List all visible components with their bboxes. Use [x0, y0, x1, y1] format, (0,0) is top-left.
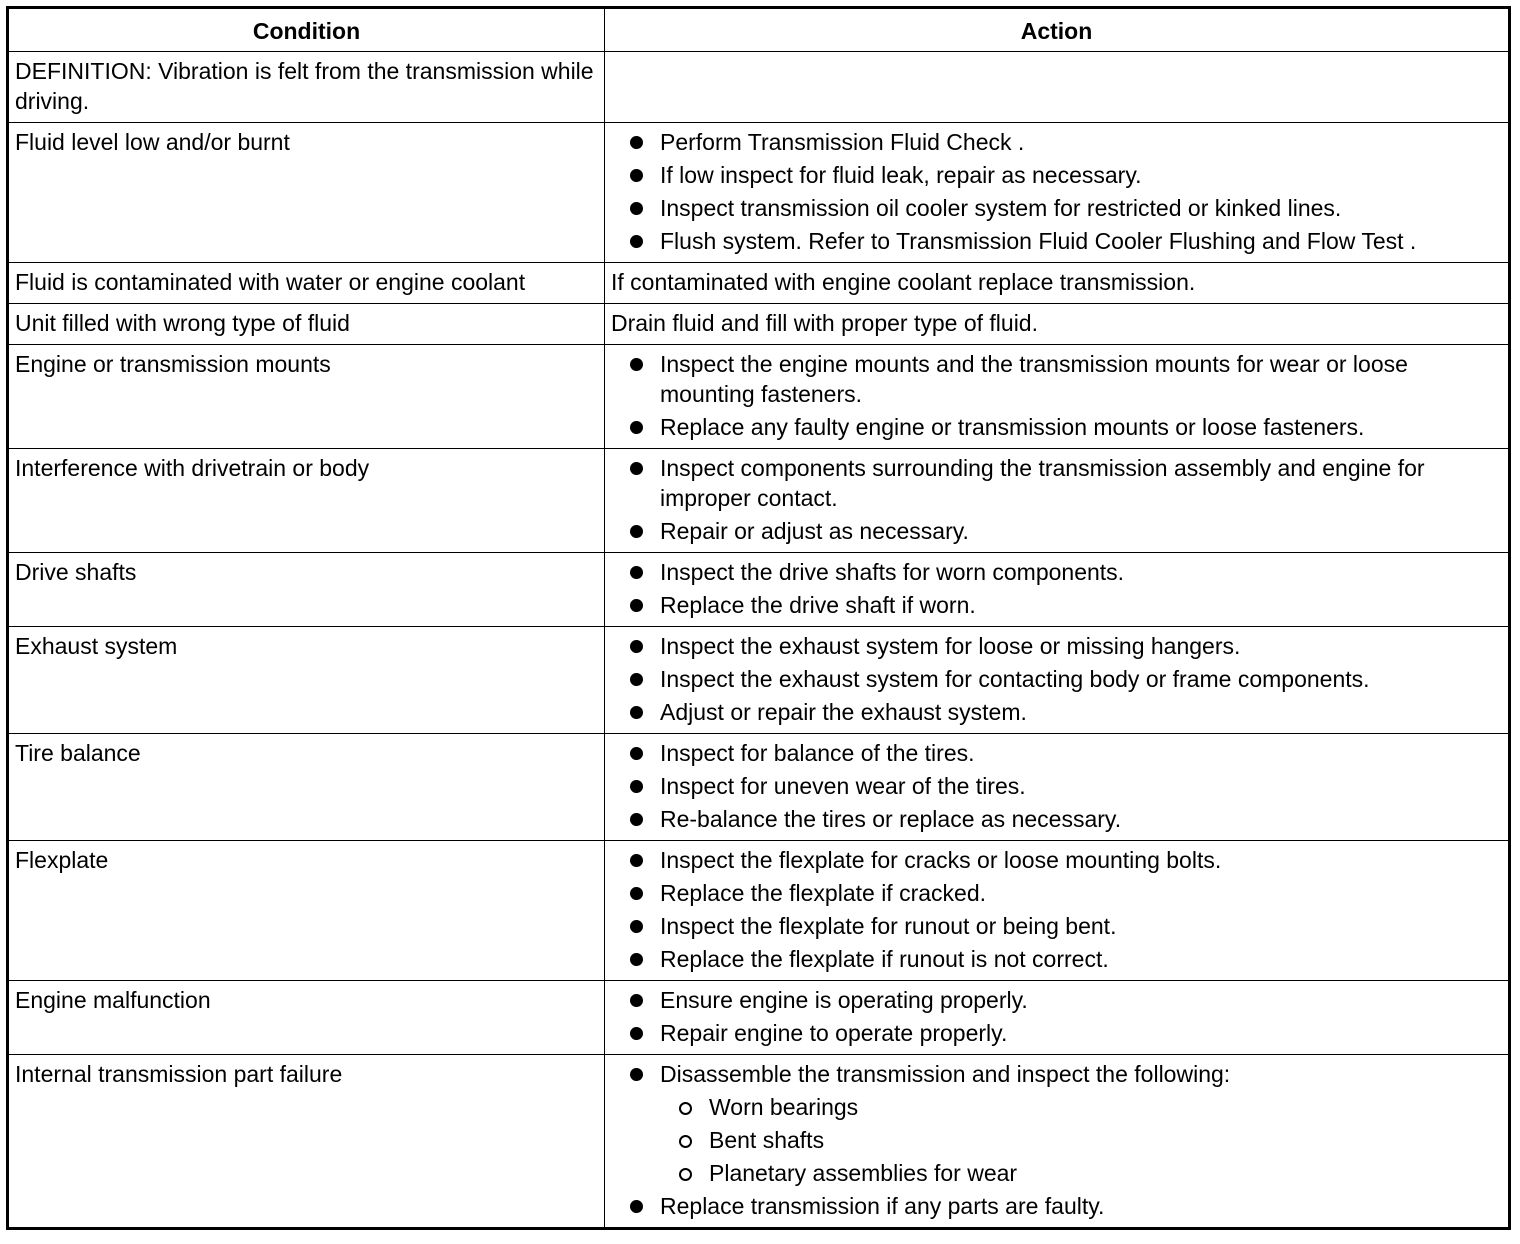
condition-cell: Unit filled with wrong type of fluid [8, 304, 605, 345]
condition-cell: Exhaust system [8, 627, 605, 734]
condition-cell: Flexplate [8, 841, 605, 981]
action-list [611, 453, 1502, 546]
action-item [611, 738, 1502, 768]
sub-item: Worn bearings [660, 1092, 1502, 1122]
condition-cell: DEFINITION: Vibration is felt from the transmission while driving. [8, 52, 605, 123]
action-item-text: Inspect components surrounding the transmission assembly and engine for improper contact. [660, 455, 1425, 511]
table-header [8, 8, 1510, 52]
action-cell [605, 553, 1510, 627]
action-item-text: Adjust or repair the exhaust system. [660, 699, 1027, 725]
action-item [611, 349, 1502, 409]
condition-cell: Engine or transmission mounts [8, 345, 605, 449]
action-list [611, 845, 1502, 974]
table-row [8, 981, 1510, 1055]
action-item [611, 664, 1502, 694]
table-row [8, 304, 1510, 345]
action-item-text: Inspect transmission oil cooler system for restricted or kinked lines. [660, 195, 1342, 221]
header-condition: Condition [8, 8, 605, 52]
action-item [611, 160, 1502, 190]
action-item [611, 1018, 1502, 1048]
table-body [8, 52, 1510, 1229]
action-cell [605, 981, 1510, 1055]
action-list [611, 738, 1502, 834]
action-item-text: Flush system. Refer to Transmission Fluid Cooler Flushing and Flow Test . [660, 228, 1417, 254]
action-item-text: Inspect for uneven wear of the tires. [660, 773, 1026, 799]
action-item [611, 226, 1502, 256]
action-item-text: Replace the flexplate if cracked. [660, 880, 987, 906]
condition-cell: Internal transmission part failure [8, 1055, 605, 1229]
action-item [611, 412, 1502, 442]
action-item [611, 557, 1502, 587]
action-item [611, 944, 1502, 974]
condition-cell: Interference with drivetrain or body [8, 449, 605, 553]
table-row [8, 449, 1510, 553]
table-row [8, 1055, 1510, 1229]
action-list [611, 349, 1502, 442]
action-item-text: Inspect the engine mounts and the transmission mounts for wear or loose mounting fasteners. [660, 351, 1408, 407]
table-row [8, 263, 1510, 304]
table-row [8, 52, 1510, 123]
sub-list [660, 1092, 1502, 1188]
condition-cell: Fluid level low and/or burnt [8, 123, 605, 263]
action-list [611, 631, 1502, 727]
action-item [611, 631, 1502, 661]
action-item-text: Inspect the flexplate for cracks or loose mounting bolts. [660, 847, 1222, 873]
action-cell [605, 841, 1510, 981]
condition-cell: Tire balance [8, 734, 605, 841]
action-item [611, 1191, 1502, 1221]
action-item [611, 911, 1502, 941]
action-cell [605, 627, 1510, 734]
action-list [611, 127, 1502, 256]
action-item-text: Re-balance the tires or replace as necessary. [660, 806, 1122, 832]
action-item [611, 127, 1502, 157]
action-item [611, 516, 1502, 546]
action-item [611, 771, 1502, 801]
action-cell [605, 52, 1510, 123]
table-row [8, 734, 1510, 841]
table-row [8, 553, 1510, 627]
action-cell [605, 734, 1510, 841]
action-item-text: Inspect for balance of the tires. [660, 740, 975, 766]
action-text: Drain fluid and fill with proper type of fluid. [611, 310, 1038, 336]
action-item [611, 590, 1502, 620]
action-cell [605, 1055, 1510, 1229]
action-item [611, 1059, 1502, 1188]
table-row [8, 627, 1510, 734]
condition-cell: Drive shafts [8, 553, 605, 627]
action-cell [605, 123, 1510, 263]
header-row [8, 8, 1510, 52]
sub-item: Planetary assemblies for wear [660, 1158, 1502, 1188]
table-row [8, 841, 1510, 981]
action-item-text: Replace transmission if any parts are faulty. [660, 1193, 1105, 1219]
action-item-text: Repair engine to operate properly. [660, 1020, 1008, 1046]
action-item [611, 193, 1502, 223]
action-item-text: If low inspect for fluid leak, repair as necessary. [660, 162, 1142, 188]
action-item-text: Perform Transmission Fluid Check . [660, 129, 1025, 155]
table-row [8, 123, 1510, 263]
action-item [611, 804, 1502, 834]
action-item-text: Disassemble the transmission and inspect the following: [660, 1061, 1231, 1087]
action-item-text: Replace the drive shaft if worn. [660, 592, 976, 618]
action-cell [605, 345, 1510, 449]
action-item-text: Inspect the flexplate for runout or being bent. [660, 913, 1117, 939]
condition-cell: Engine malfunction [8, 981, 605, 1055]
action-list [611, 1059, 1502, 1221]
action-item-text: Inspect the drive shafts for worn components. [660, 559, 1125, 585]
action-item-text: Replace the flexplate if runout is not correct. [660, 946, 1109, 972]
action-item-text: Ensure engine is operating properly. [660, 987, 1028, 1013]
action-item-text: Inspect the exhaust system for loose or missing hangers. [660, 633, 1241, 659]
condition-cell: Fluid is contaminated with water or engine coolant [8, 263, 605, 304]
action-text: If contaminated with engine coolant replace transmission. [611, 269, 1196, 295]
action-cell [605, 304, 1510, 345]
action-cell [605, 449, 1510, 553]
action-item [611, 985, 1502, 1015]
action-list [611, 557, 1502, 620]
action-item-text: Inspect the exhaust system for contacting body or frame components. [660, 666, 1370, 692]
action-list [611, 985, 1502, 1048]
action-item [611, 453, 1502, 513]
header-action: Action [605, 8, 1510, 52]
action-item [611, 845, 1502, 875]
action-item [611, 878, 1502, 908]
sub-item: Bent shafts [660, 1125, 1502, 1155]
action-item-text: Repair or adjust as necessary. [660, 518, 969, 544]
action-item [611, 697, 1502, 727]
diagnostic-table [6, 6, 1511, 1230]
action-item-text: Replace any faulty engine or transmission mounts or loose fasteners. [660, 414, 1365, 440]
action-cell [605, 263, 1510, 304]
table-row [8, 345, 1510, 449]
